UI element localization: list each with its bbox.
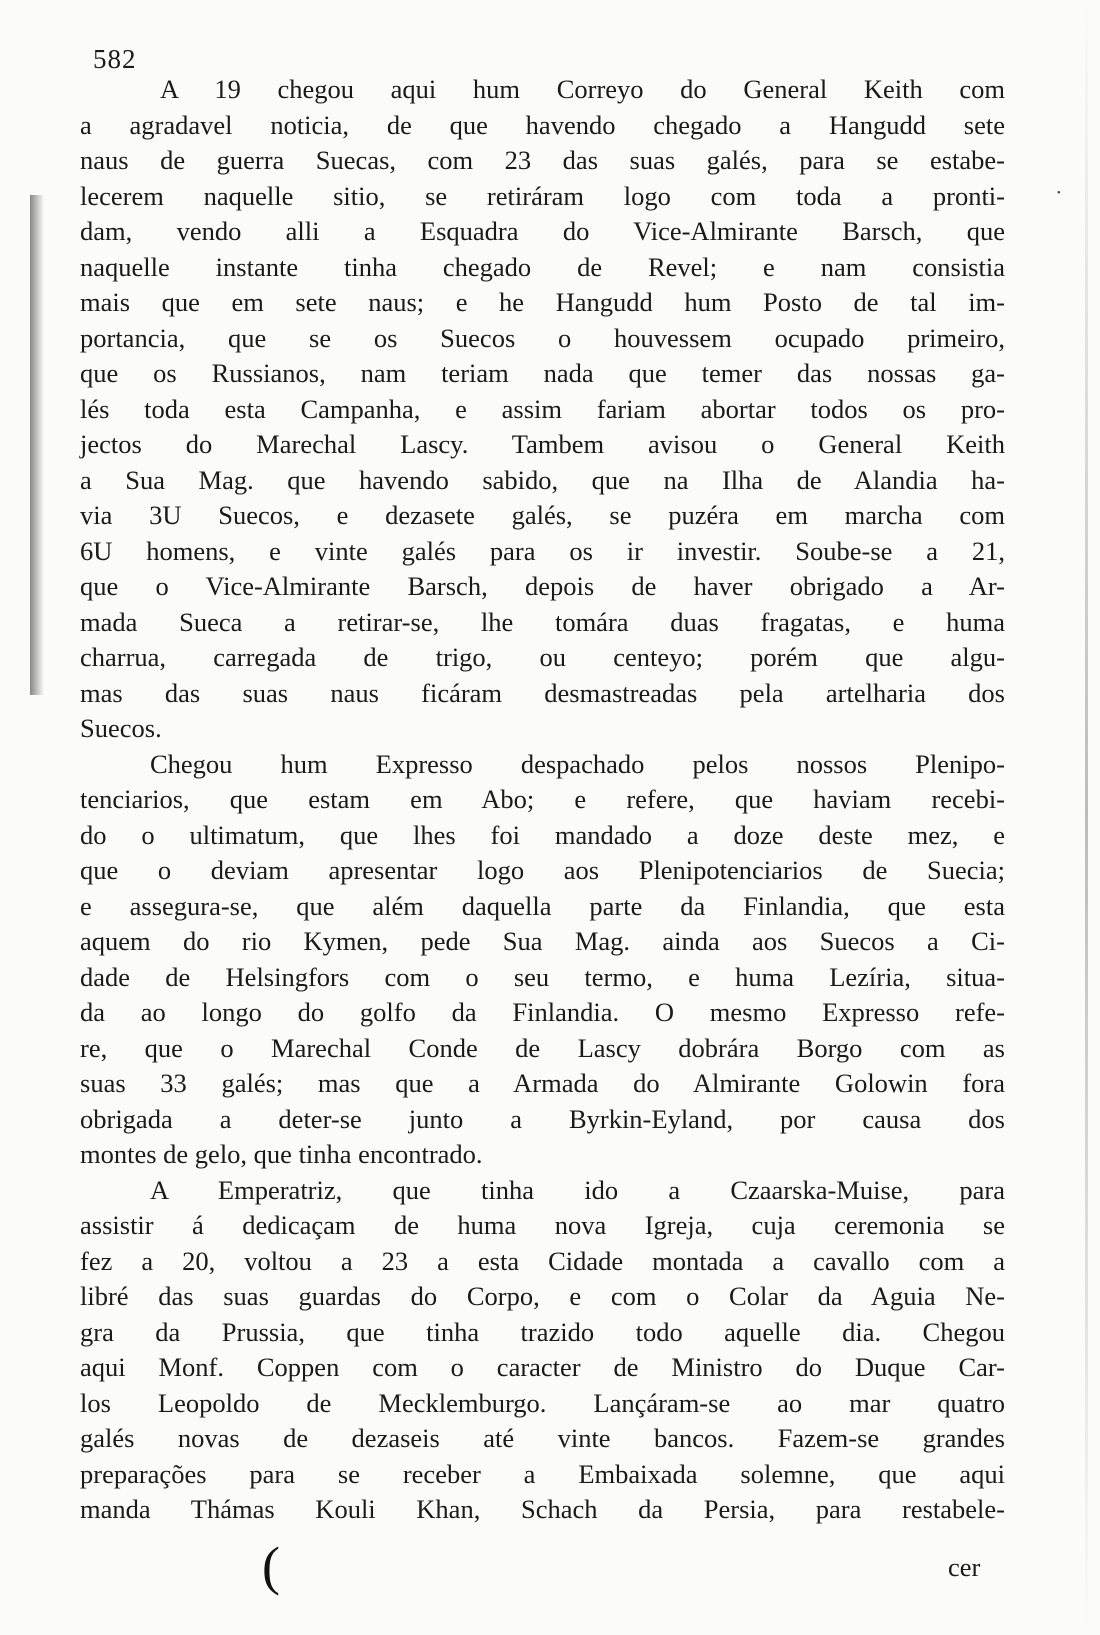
text-line: mais que em sete naus; e he Hangudd hum Posto de tal im- bbox=[80, 287, 1005, 317]
text-line: tenciarios, que estam em Abo; e refere, que haviam recebi- bbox=[80, 784, 1005, 814]
text-line: preparações para se receber a Embaixada solemne, que aqui bbox=[80, 1458, 1005, 1489]
text-line: obrigada a deter-se junto a Byrkin-Eyland, por causa dos bbox=[80, 1103, 1005, 1134]
text-line: a agradavel noticia, de que havendo chegado a Hangudd sete bbox=[80, 109, 1005, 140]
bottom-bracket-mark: ( bbox=[262, 1536, 280, 1596]
page-number: 582 bbox=[93, 44, 137, 74]
text-line: montes de gelo, que tinha encontrado. bbox=[80, 1139, 483, 1169]
catchword: cer bbox=[948, 1552, 981, 1582]
text-line: mada Sueca a retirar-se, lhe tomára duas fragatas, e huma bbox=[80, 606, 1005, 637]
text-line: dam, vendo alli a Esquadra do Vice-Almirante Barsch, que bbox=[80, 216, 1005, 246]
text-line: da ao longo do golfo da Finlandia. O mesmo Expresso refe- bbox=[80, 997, 1005, 1027]
text-line: Chegou hum Expresso despachado pelos nossos Plenipo- bbox=[150, 748, 1005, 779]
text-line: dade de Helsingfors com o seu termo, e huma Lezíria, situa- bbox=[80, 961, 1005, 992]
text-line: assistir á dedicaçam de huma nova Igreja, cuja ceremonia se bbox=[80, 1210, 1005, 1240]
text-line: gra da Prussia, que tinha trazido todo aquelle dia. Chegou bbox=[80, 1316, 1005, 1347]
text-line: que os Russianos, nam teriam nada que temer das nossas ga- bbox=[80, 358, 1005, 388]
text-line: e assegura-se, que além daquella parte da Finlandia, que esta bbox=[80, 890, 1005, 921]
text-line: re, que o Marechal Conde de Lascy dobrára Borgo com as bbox=[80, 1032, 1005, 1063]
text-line: 6U homens, e vinte galés para os ir investir. Soube-se a 21, bbox=[80, 535, 1005, 566]
text-line: los Leopoldo de Mecklemburgo. Lançáram-se ao mar quatro bbox=[80, 1387, 1005, 1418]
text-line: lecerem naquelle sitio, se retiráram logo com toda a pronti- bbox=[80, 180, 1005, 211]
text-line: A Emperatriz, que tinha ido a Czaarska-Muise, para bbox=[150, 1174, 1005, 1205]
text-line: que o Vice-Almirante Barsch, depois de haver obrigado a Ar- bbox=[80, 571, 1005, 601]
text-line: charrua, carregada de trigo, ou centeyo; porém que algu- bbox=[80, 642, 1005, 672]
text-line: do o ultimatum, que lhes foi mandado a doze deste mez, e bbox=[80, 819, 1005, 850]
text-line: A 19 chegou aqui hum Correyo do General Keith com bbox=[160, 74, 1005, 104]
binding-shadow bbox=[30, 195, 44, 695]
margin-mark: · bbox=[1055, 180, 1062, 204]
text-line: mas das suas naus ficáram desmastreadas pela artelharia dos bbox=[80, 677, 1005, 708]
text-line: fez a 20, voltou a 23 a esta Cidade montada a cavallo com a bbox=[80, 1245, 1005, 1276]
body-text bbox=[80, 72, 1005, 1528]
text-line: aquem do rio Kymen, pede Sua Mag. ainda aos Suecos a Ci- bbox=[80, 926, 1005, 956]
text-line: libré das suas guardas do Corpo, e com o Colar da Aguia Ne- bbox=[80, 1281, 1005, 1311]
text-line: Suecos. bbox=[80, 713, 162, 743]
text-line: jectos do Marechal Lascy. Tambem avisou o General Keith bbox=[80, 429, 1005, 459]
text-line: galés novas de dezaseis até vinte bancos. Fazem-se grandes bbox=[80, 1423, 1005, 1453]
text-line: aqui Monf. Coppen com o caracter de Ministro do Duque Car- bbox=[80, 1352, 1005, 1382]
text-line: que o deviam apresentar logo aos Plenipotenciarios de Suecia; bbox=[80, 855, 1005, 885]
page-edge bbox=[1085, 0, 1088, 1635]
text-line: naus de guerra Suecas, com 23 das suas galés, para se estabe- bbox=[80, 145, 1005, 175]
text-line: a Sua Mag. que havendo sabido, que na Ilha de Alandia ha- bbox=[80, 464, 1005, 495]
text-line: portancia, que se os Suecos o houvessem ocupado primeiro, bbox=[80, 322, 1005, 353]
text-line: suas 33 galés; mas que a Armada do Almirante Golowin fora bbox=[80, 1068, 1005, 1098]
text-line: manda Thámas Kouli Khan, Schach da Persia, para restabele- bbox=[80, 1494, 1005, 1524]
text-line: naquelle instante tinha chegado de Revel; e nam consistia bbox=[80, 251, 1005, 282]
text-line: lés toda esta Campanha, e assim fariam abortar todos os pro- bbox=[80, 393, 1005, 424]
text-line: via 3U Suecos, e dezasete galés, se puzéra em marcha com bbox=[80, 500, 1005, 530]
